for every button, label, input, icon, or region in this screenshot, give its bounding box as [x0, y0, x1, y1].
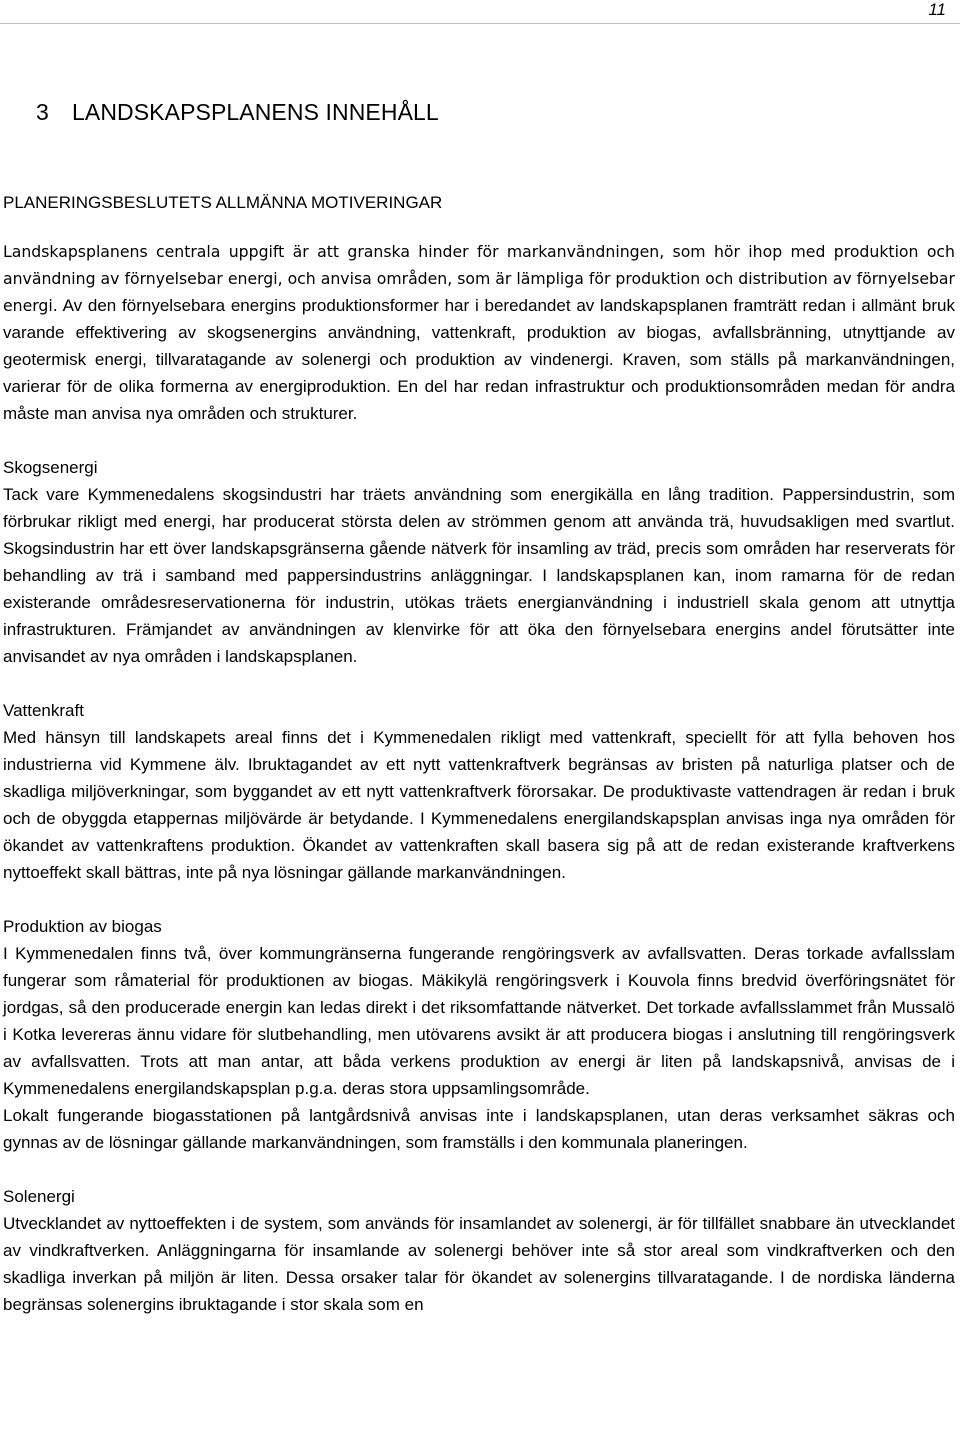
- intro-text-part1: Landskapsplanens centrala uppgift är att granska hinder för markanvändningen, som hör ihop med produktion och användning av förnyelsebar energi, och anvisa områden, som är lämpliga för produktion och distribution av förnyelsebar energi.: [3, 242, 955, 315]
- section-heading: PLANERINGSBESLUTETS ALLMÄNNA MOTIVERINGAR: [3, 193, 443, 212]
- intro-paragraph: [3, 238, 955, 427]
- section-heading-skogsenergi: Skogsenergi: [3, 458, 98, 477]
- section-heading-solenergi: Solenergi: [3, 1187, 75, 1206]
- page-number: 11: [928, 0, 946, 19]
- section-heading-vattenkraft: Vattenkraft: [3, 701, 84, 720]
- section-heading-biogas: Produktion av biogas: [3, 917, 162, 936]
- chapter-title: 3 LANDSKAPSPLANENS INNEHÅLL: [36, 99, 439, 125]
- section-paragraph: Med hänsyn till landskapets areal finns det i Kymmenedalen rikligt med vattenkraft, speciellt för att fylla behoven hos industrierna vid Kymmene älv. Ibruktagandet av ett nytt vattenkraftverk begränsas av bristen på naturliga platser och de skadliga miljöverkningar, som byggandet av ett nytt vattenkraftverk förorsakar. De produktivaste vattendragen är redan i bruk och de obyggda etappernas miljövärde är betydande. I Kymmenedalens energilandskapsplan anvisas inga nya områden för ökandet av vattenkraftens produktion. Ökandet av vattenkraften skall basera sig på att de redan existerande kraftverkens nyttoeffekt skall bättras, inte på nya lösningar gällande markanvändningen.: [3, 728, 955, 882]
- section-paragraph: Lokalt fungerande biogasstationen på lantgårdsnivå anvisas inte i landskapsplanen, utan deras verksamhet säkras och gynnas av de lösningar gällande markanvändningen, som framställs i den kommunala planeringen.: [3, 1106, 955, 1152]
- section-paragraph: I Kymmenedalen finns två, över kommungränserna fungerande rengöringsverk av avfallsvatten. Deras torkade avfallsslam fungerar som råmaterial för produktionen av biogas. Mäkikylä rengöringsverk i Kouvola finns bredvid överföringsnätet för jordgas, så den producerade energin kan ledas direkt i det riksomfattande nätverket. Det torkade avfallsslammet från Mussalö i Kotka levereras ännu vidare för slutbehandling, men utövarens avsikt är att producera biogas i anslutning till rengöringsverk av avfallsvatten. Trots att man antar, att båda verkens produktion av energi är liten på landskapsnivå, anvisas de i Kymmenedalens energilandskapsplan p.g.a. deras stora uppsamlingsområde.: [3, 944, 955, 1098]
- section-skogsenergi: [3, 454, 955, 670]
- section-biogas: [3, 913, 955, 1156]
- header-divider: [0, 23, 960, 24]
- section-paragraph: Tack vare Kymmenedalens skogsindustri har träets användning som energikälla en lång tradition. Pappersindustrin, som förbrukar rikligt med energi, har producerat största delen av strömmen genom att använda trä, huvudsakligen med svartlut. Skogsindustrin har ett över landskapsgränserna gående nätverk för insamling av träd, precis som områden har reserverats för behandling av trä i samband med pappersindustrins anläggningar. I landskapsplanen kan, inom ramarna för de redan existerande områdesreservationerna för industrin, utökas träets energianvändning i industriell skala genom att utnyttja infrastrukturen. Främjandet av användningen av klenvirke för att öka den förnyelsebara energins andel förutsätter inte anvisandet av nya områden i landskapsplanen.: [3, 485, 955, 666]
- section-paragraph: Utvecklandet av nyttoeffekten i de system, som används för insamlandet av solenergi, är för tillfället snabbare än utvecklandet av vindkraftverken. Anläggningarna för insamlande av solenergi behöver inte så stor areal som vindkraftverken och den skadliga inverkan på miljön är liten. Dessa orsaker talar för ökandet av solenergins tillvaratagande. I de nordiska länderna begränsas solenergins ibruktagande i stor skala som en: [3, 1214, 955, 1314]
- section-solenergi: [3, 1183, 955, 1318]
- intro-text-part2: Av den förnyelsebara energins produktionsformer har i beredandet av landskapsplanen framträtt redan i allmänt bruk varande effektivering av skogsenergins användning, vattenkraft, produktion av biogas, avfallsbränning, utnyttjande av geotermisk energi, tillvaratagande av solenergi och produktion av vindenergi. Kraven, som ställs på markanvändningen, varierar för de olika formerna av energiproduktion. En del har redan infrastruktur och produktionsområden medan för andra måste man anvisa nya områden och strukturer.: [3, 296, 955, 423]
- section-vattenkraft: [3, 697, 955, 886]
- page-content: [3, 96, 955, 1318]
